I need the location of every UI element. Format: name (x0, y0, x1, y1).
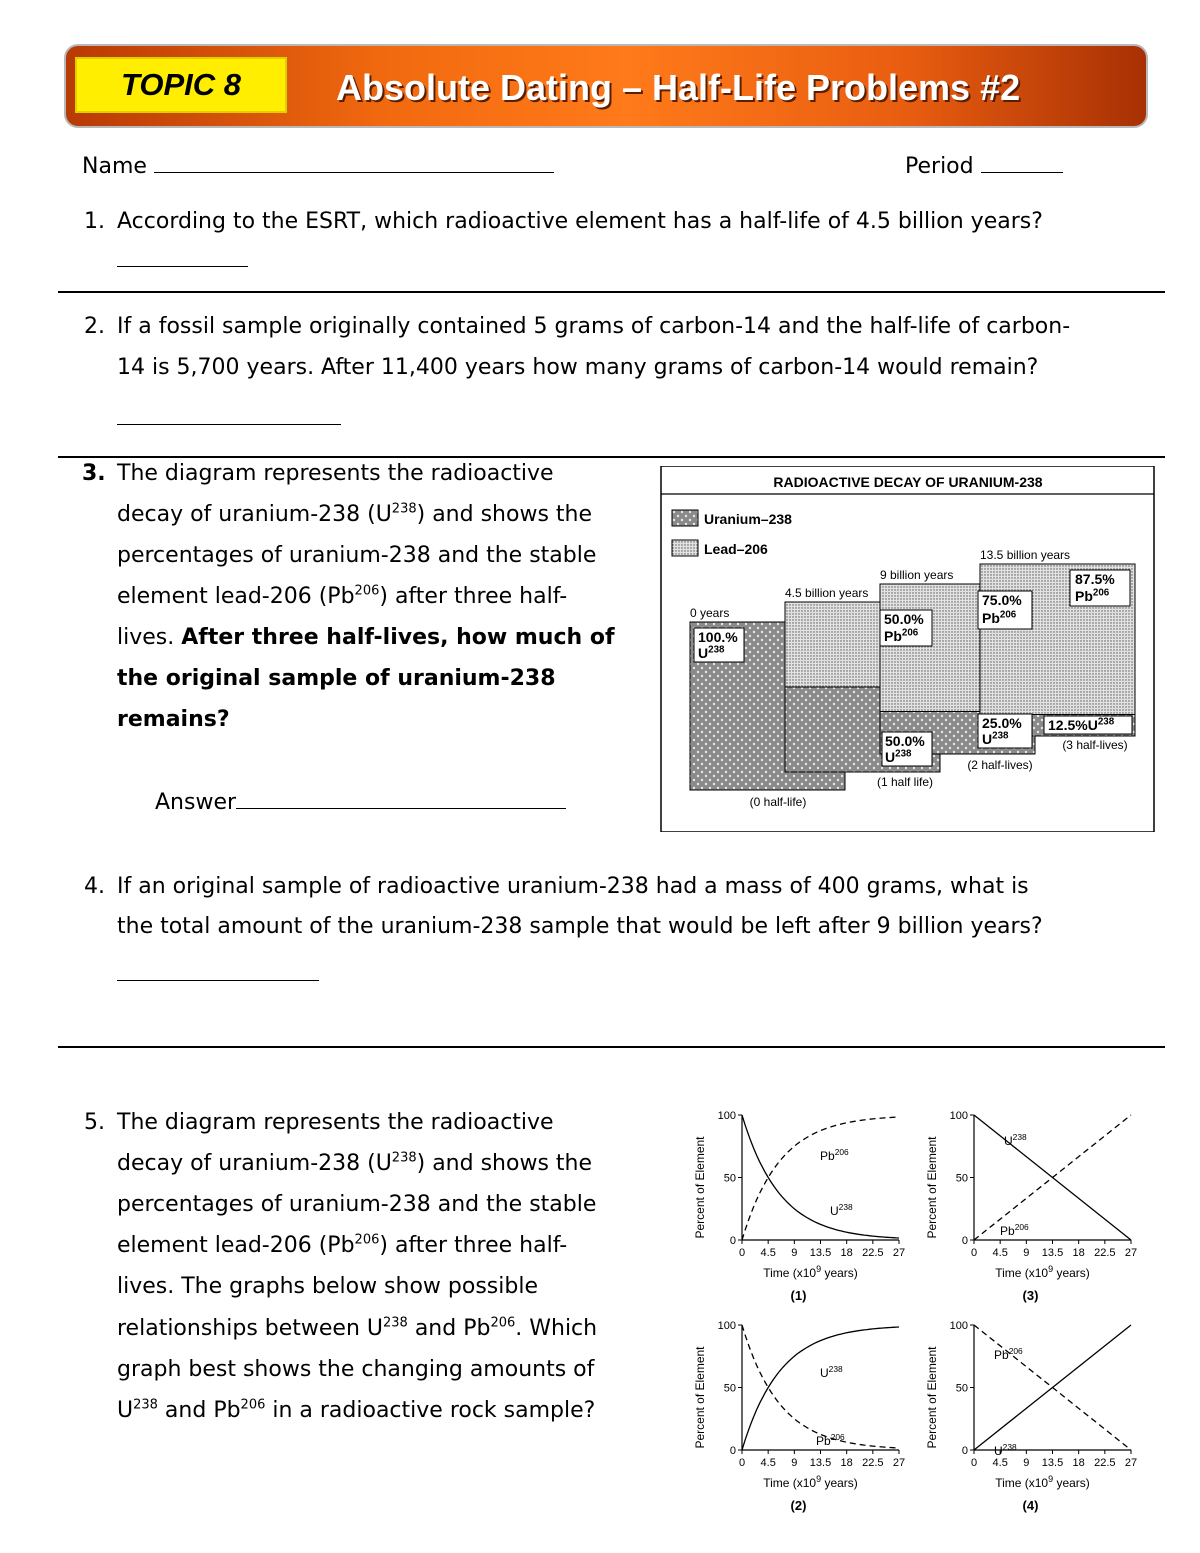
stage-half-life-label: (0 half-life) (749, 795, 807, 809)
x-tick-label: 22.5 (1094, 1457, 1116, 1469)
y-tick-label: 100 (717, 1320, 736, 1332)
stage-time-label: 0 years (690, 606, 730, 620)
stage-half-life-label: (2 half-lives) (967, 758, 1033, 772)
svg-text:Pb206: Pb$^{206}$ (982, 609, 1017, 626)
divider (58, 1046, 1165, 1048)
y-tick-label: 50 (723, 1172, 736, 1185)
x-tick-label: 0 (970, 1457, 978, 1469)
x-tick-label: 13.5 (1041, 1247, 1064, 1259)
y-tick-label: 50 (723, 1382, 736, 1395)
q3-text-line2: decay of uranium-238 $(U^{238})$ and shows the (117, 501, 593, 527)
stage-half-life-label: (3 half-lives) (1062, 738, 1128, 752)
q4-number: 4. (84, 874, 105, 899)
x-tick-label: 27 (1124, 1457, 1138, 1469)
u238-curve-label: $U^{238}$ (1004, 1132, 1027, 1148)
q3-number: 3. (82, 461, 106, 486)
stage-time-label: 9 billion years (880, 568, 954, 582)
series-line-solid (742, 1327, 899, 1450)
x-tick-label: 9 (791, 1247, 798, 1259)
u238-curve-label: $U^{238}$ (820, 1364, 843, 1380)
x-tick-label: 0 (970, 1247, 978, 1259)
q3-text-line1: The diagram represents the radioactive (117, 461, 554, 486)
svg-text:U238: $U^{238}$ (982, 730, 1009, 747)
y-axis-label: Percent of Element (693, 1346, 707, 1449)
x-tick-label: 22.5 (862, 1457, 884, 1469)
x-tick-label: 18 (1072, 1457, 1085, 1469)
series-line-solid (742, 1115, 899, 1238)
series-line-dashed (742, 1117, 899, 1240)
legend-lead: Lead–206 (704, 541, 768, 557)
legend-uranium: Uranium–238 (704, 511, 792, 527)
q1-text: According to the ESRT, which radioactive element has a half-life of 4.5 billion years? (117, 209, 1043, 234)
q3-text-line3: percentages of uranium-238 and the stable (117, 543, 597, 568)
y-tick-label: 0 (729, 1235, 736, 1247)
q2-number: 2. (84, 314, 105, 339)
name-label: Name (82, 154, 147, 179)
y-tick-label: 50 (955, 1382, 968, 1395)
answer-graphs (690, 1105, 1155, 1523)
q3-text-line4: element lead-206 (Pb$^{206}$) after three half- (117, 583, 568, 609)
x-tick-label: 0 (738, 1247, 746, 1259)
x-tick-label: 27 (892, 1247, 906, 1259)
y-tick-label: 0 (729, 1445, 736, 1457)
graph-panel (925, 1110, 1137, 1303)
x-axis-label: Time ($x10^9$ years) (763, 1264, 858, 1280)
q3-answer-blank[interactable] (236, 790, 566, 809)
q5-text-line2: decay of uranium-238 $(U^{238})$ and shows the (117, 1150, 593, 1176)
stage1-u-pct: 50.0% (885, 733, 925, 749)
graph-number-label: (1) (790, 1288, 807, 1303)
q3-answer-row (155, 782, 566, 823)
x-axis-label: Time ($x10^9$ years) (995, 1474, 1090, 1490)
q3-text-line7: remains? (117, 707, 230, 732)
svg-text:Pb206: Pb$^{206}$ (1075, 587, 1110, 604)
pb206-curve-label: Pb$^{206}$ (1000, 1222, 1029, 1238)
period-field[interactable] (981, 154, 1063, 173)
pb206-curve-label: Pb$^{206}$ (820, 1147, 849, 1163)
q4-text-line1: If an original sample of radioactive uranium-238 had a mass of 400 grams, what is (117, 874, 1029, 899)
graph-panel (693, 1110, 905, 1303)
q3-text-line6: the original sample of uranium-238 (117, 666, 556, 691)
x-tick-label: 0 (738, 1457, 746, 1469)
divider (58, 291, 1165, 293)
q2-answer-blank[interactable] (117, 406, 341, 425)
x-tick-label: 4.5 (760, 1457, 776, 1469)
x-tick-label: 9 (1023, 1247, 1030, 1259)
q5-text-line7: graph best shows the changing amounts of (117, 1357, 595, 1382)
q5-number: 5. (84, 1110, 105, 1135)
q3-answer-label: Answer (155, 790, 237, 815)
pb206-curve-label: Pb$^{206}$ (994, 1346, 1023, 1362)
x-tick-label: 27 (1124, 1247, 1138, 1259)
x-tick-label: 13.5 (1041, 1457, 1064, 1469)
graph-number-label: (2) (790, 1498, 807, 1513)
page-title: Absolute Dating – Half-Life Problems #2 (336, 67, 1021, 108)
y-axis-label: Percent of Element (925, 1346, 939, 1449)
svg-text:12.5%U238: $12.5\%U^{238}$ (1048, 716, 1115, 733)
stage2-pb-pct: 75.0% (982, 592, 1022, 608)
x-tick-label: 9 (1023, 1457, 1030, 1469)
x-tick-label: 27 (892, 1457, 906, 1469)
q5-text-line5: lives. The graphs below show possible (117, 1274, 538, 1299)
graph-panel (925, 1320, 1137, 1513)
svg-text:U238: $U^{238}$ (698, 644, 725, 661)
stage-time-label: 4.5 billion years (785, 586, 869, 600)
u238-curve-label: $U^{238}$ (830, 1202, 853, 1218)
x-tick-label: 13.5 (809, 1457, 832, 1469)
stage2-u-pct: 25.0% (982, 715, 1022, 731)
x-tick-label: 9 (791, 1457, 798, 1469)
y-tick-label: 0 (961, 1445, 968, 1457)
y-tick-label: 100 (717, 1110, 736, 1122)
graph-number-label: (4) (1022, 1498, 1039, 1513)
svg-text:Pb206: Pb$^{206}$ (884, 627, 919, 644)
y-axis-label: Percent of Element (925, 1136, 939, 1239)
q2-text-line1: If a fossil sample originally contained 5 grams of carbon-14 and the half-life of carbon- (117, 314, 1071, 339)
stage-half-life-label: (1 half life) (876, 775, 934, 789)
q5-text-line1: The diagram represents the radioactive (117, 1110, 554, 1135)
stage0-u-pct: 100.% (698, 629, 738, 645)
u238-curve-label: $U^{238}$ (994, 1442, 1017, 1458)
q3-text-line5: lives. After three half-lives, how much of (117, 625, 615, 650)
q1-number: 1. (84, 209, 105, 234)
y-tick-label: 100 (949, 1320, 968, 1332)
series-line-dashed (742, 1325, 899, 1448)
stage3-pb-pct: 87.5% (1075, 571, 1115, 587)
period-row (905, 146, 1063, 187)
q2-text-line2: 14 is 5,700 years. After 11,400 years how many grams of carbon-14 would remain? (117, 355, 1039, 380)
q5-text-line8: $U^{238}$ and Pb$^{206}$ in a radioactive rock sample? (117, 1397, 596, 1423)
x-tick-label: 18 (840, 1247, 853, 1259)
x-axis-label: Time ($x10^9$ years) (995, 1264, 1090, 1280)
q4-answer-blank[interactable] (117, 962, 319, 981)
y-tick-label: 100 (949, 1110, 968, 1122)
name-row (82, 146, 554, 187)
x-tick-label: 4.5 (992, 1247, 1008, 1259)
q5-text-line6: relationships between $U^{238}$ and Pb$^{206}$. Which (117, 1315, 598, 1341)
pb206-curve-label: Pb$^{206}$ (816, 1432, 845, 1448)
svg-text:U238: $U^{238}$ (885, 748, 912, 765)
stage-time-label: 13.5 billion years (980, 548, 1071, 562)
uranium-decay-diagram (660, 466, 1155, 832)
q5-text-line3: percentages of uranium-238 and the stable (117, 1192, 597, 1217)
x-tick-label: 22.5 (862, 1247, 884, 1259)
diagram-title: RADIOACTIVE DECAY OF URANIUM-238 (773, 474, 1043, 490)
q1-answer-blank[interactable] (117, 248, 248, 267)
y-tick-label: 50 (955, 1172, 968, 1185)
x-tick-label: 22.5 (1094, 1247, 1116, 1259)
graph-panel (693, 1320, 905, 1513)
q5-text-line4: element lead-206 (Pb$^{206}$) after three half- (117, 1232, 568, 1258)
x-axis-label: Time ($x10^9$ years) (763, 1474, 858, 1490)
graph-number-label: (3) (1022, 1288, 1039, 1303)
name-field[interactable] (154, 154, 554, 173)
x-tick-label: 4.5 (992, 1457, 1008, 1469)
x-tick-label: 18 (1072, 1247, 1085, 1259)
x-tick-label: 4.5 (760, 1247, 776, 1259)
q4-text-line2: the total amount of the uranium-238 sample that would be left after 9 billion years? (117, 914, 1043, 939)
topic-badge: TOPIC 8 (75, 57, 287, 113)
stage1-pb-pct: 50.0% (884, 611, 924, 627)
y-axis-label: Percent of Element (693, 1136, 707, 1239)
x-tick-label: 13.5 (809, 1247, 832, 1259)
x-tick-label: 18 (840, 1457, 853, 1469)
period-label: Period (905, 154, 974, 179)
y-tick-label: 0 (961, 1235, 968, 1247)
